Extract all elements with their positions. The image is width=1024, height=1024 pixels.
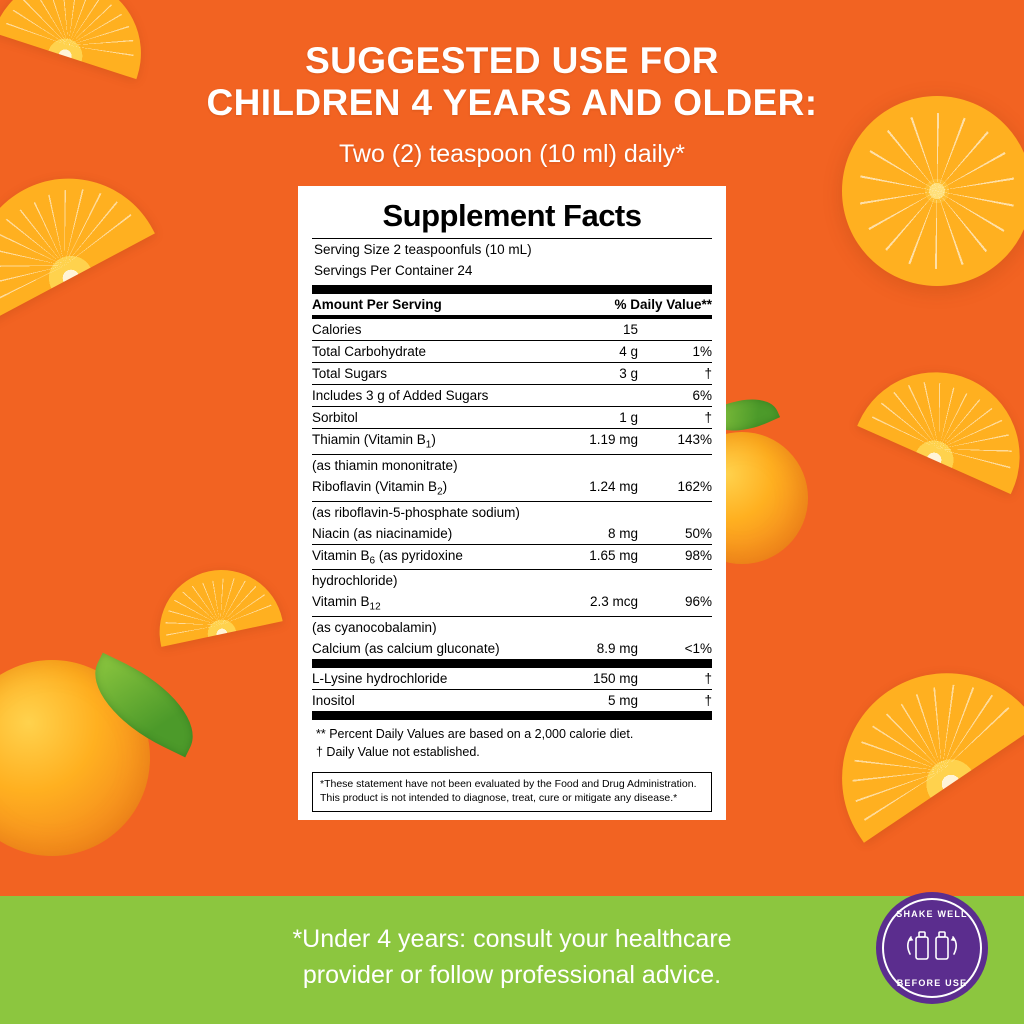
orange-slice-right-upper — [857, 345, 1024, 494]
nutrient-daily-value: † — [638, 363, 712, 385]
nutrient-amount: 8 mg — [542, 523, 638, 545]
footer-line-2: provider or follow professional advice. — [302, 960, 722, 989]
nutrient-name: (as cyanocobalamin) — [312, 619, 437, 635]
nutrient-daily-value: 162% — [638, 476, 712, 501]
table-row — [312, 476, 712, 501]
nutrient-amount: 1.24 mg — [542, 476, 638, 501]
shake-bottle-icon — [905, 928, 959, 968]
table-row — [312, 429, 712, 455]
nutrient-daily-value: 50% — [638, 523, 712, 545]
nutrient-amount: 8.9 mg — [596, 640, 638, 656]
column-header-daily-value: % Daily Value** — [614, 294, 712, 316]
nutrition-rows-table — [312, 319, 712, 659]
nutrition-extra-table — [312, 668, 712, 711]
table-header-row — [312, 294, 712, 316]
nutrient-name: Vitamin $B_6$ (as pyridoxine — [312, 544, 542, 570]
nutrient-daily-value: 1% — [638, 341, 712, 363]
nutrient-name: Calories — [312, 319, 542, 341]
page-subtitle: Two (2) teaspoon (10 ml) daily* — [339, 139, 685, 168]
divider-thick-middle — [312, 659, 712, 668]
orange-slice-right-lower — [801, 632, 1024, 842]
nutrient-daily-value: † — [638, 668, 712, 690]
footnotes — [312, 720, 712, 764]
table-row — [312, 668, 712, 690]
nutrient-name: Calcium (as calcium gluconate) — [312, 640, 500, 656]
nutrient-amount — [542, 570, 638, 592]
table-row — [312, 523, 712, 545]
shake-well-badge — [876, 892, 988, 1004]
nutrient-name: L-Lysine hydrochloride — [312, 668, 542, 690]
table-row — [312, 591, 712, 616]
nutrient-amount: 2.3 mcg — [542, 591, 638, 616]
footer-bar — [0, 896, 1024, 1024]
nutrient-name: Includes 3 g of Added Sugars — [312, 385, 542, 407]
page-title-line-2: CHILDREN 4 YEARS AND OLDER: — [206, 81, 818, 123]
nutrient-amount: 15 — [542, 319, 638, 341]
table-row — [312, 570, 712, 592]
table-row — [312, 689, 712, 711]
supplement-facts-title: Supplement Facts — [382, 198, 642, 233]
nutrient-amount: 1 g — [542, 407, 638, 429]
nutrient-daily-value — [638, 570, 712, 592]
nutrient-name: Riboflavin (Vitamin $B_2$) — [312, 476, 542, 501]
nutrient-amount: 5 mg — [607, 692, 638, 708]
nutrient-daily-value — [638, 319, 712, 341]
supplement-facts-panel — [298, 186, 726, 820]
table-row — [312, 638, 712, 659]
nutrient-daily-value: 6% — [638, 385, 712, 407]
nutrient-name: Vitamin $B_{12}$ — [312, 591, 542, 616]
nutrient-amount: 4 g — [542, 341, 638, 363]
nutrient-daily-value: 96% — [638, 591, 712, 616]
table-row — [312, 501, 712, 523]
page-title — [0, 40, 1024, 124]
divider-thick-bottom — [312, 711, 712, 720]
page-title-line-1: SUGGESTED USE FOR — [305, 40, 719, 81]
nutrient-amount — [542, 501, 638, 523]
nutrient-name: Inositol — [312, 692, 355, 708]
orange-slice-left-upper — [0, 145, 155, 322]
nutrient-amount: 1.19 mg — [542, 429, 638, 455]
footnote-daily-value-basis: ** Percent Daily Values are based on a 2,000 calorie diet. — [316, 726, 634, 741]
nutrient-name: (as thiamin mononitrate) — [312, 457, 458, 473]
table-row — [312, 385, 712, 407]
badge-top-text: SHAKE WELL — [896, 909, 968, 919]
fda-disclaimer: *These statement have not been evaluated by the Food and Drug Administration. This product is not intended to diagnose, treat, cure or mitigate any disease.* — [312, 772, 712, 812]
table-row — [312, 407, 712, 429]
nutrient-name: Thiamin (Vitamin $B_1$) — [312, 429, 542, 455]
nutrition-extra-body — [312, 668, 712, 711]
column-header-amount: Amount Per Serving — [312, 294, 518, 316]
orange-slice-left-middle — [148, 559, 283, 647]
nutrient-name: (as riboflavin-5-phosphate sodium) — [312, 504, 520, 520]
nutrient-daily-value: 143% — [638, 429, 712, 455]
header — [0, 40, 1024, 169]
nutrient-daily-value: † — [638, 407, 712, 429]
nutrient-name: Total Sugars — [312, 363, 542, 385]
badge-bottom-text: BEFORE USE — [896, 978, 968, 988]
table-row — [312, 616, 712, 638]
nutrient-amount: 150 mg — [542, 668, 638, 690]
table-row — [312, 341, 712, 363]
nutrient-amount: 1.65 mg — [542, 544, 638, 570]
nutrient-daily-value — [638, 501, 712, 523]
footnote-dagger: † Daily Value not established. — [316, 744, 480, 759]
serving-size: Serving Size 2 teaspoonfuls (10 mL) — [314, 242, 532, 257]
nutrient-name: Total Carbohydrate — [312, 341, 542, 363]
table-row — [312, 454, 712, 476]
nutrient-daily-value: † — [704, 692, 712, 708]
nutrition-rows-body — [312, 319, 712, 659]
footer-line-1: *Under 4 years: consult your healthcare — [292, 925, 732, 953]
nutrient-amount — [542, 616, 638, 638]
column-header-spacer — [518, 294, 614, 316]
nutrient-amount — [542, 454, 638, 476]
servings-per-container: Servings Per Container 24 — [314, 262, 473, 278]
nutrition-table — [312, 294, 712, 316]
nutrient-daily-value — [638, 454, 712, 476]
divider-thick-top — [312, 285, 712, 294]
nutrient-daily-value: 98% — [638, 544, 712, 570]
nutrient-name: hydrochloride) — [312, 573, 398, 589]
nutrition-table-body — [312, 294, 712, 316]
table-row — [312, 544, 712, 570]
nutrient-name: Niacin (as niacinamide) — [312, 523, 542, 545]
table-row — [312, 319, 712, 341]
table-row — [312, 363, 712, 385]
nutrient-daily-value: <1% — [684, 640, 712, 656]
footer-text — [0, 922, 1024, 993]
nutrient-amount — [542, 385, 638, 407]
nutrient-name: Sorbitol — [312, 407, 542, 429]
nutrient-amount: 3 g — [542, 363, 638, 385]
nutrient-daily-value — [638, 616, 712, 638]
